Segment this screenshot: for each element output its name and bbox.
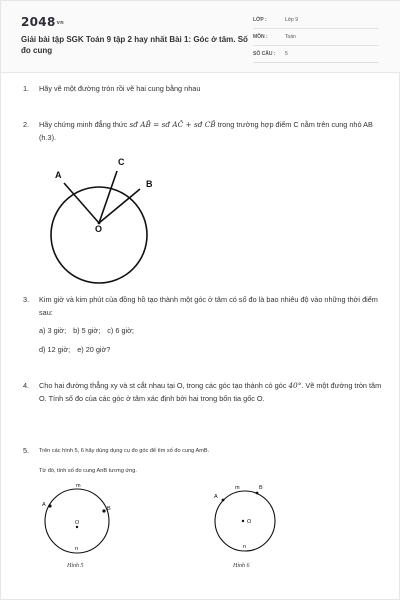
question-text: Cho hai đường thẳng xy và st cắt nhau tại O, trong các góc tạo thành có góc: [39, 381, 287, 390]
figure-6-caption: Hình 6: [233, 563, 250, 569]
formula: sđ AB̂ = sđ AĈ + sđ CB̂: [129, 120, 216, 129]
question-text: Từ đó, tính số đo cung AnB tương ứng.: [39, 467, 137, 474]
question-body: [39, 119, 383, 144]
circle-outline: [51, 187, 147, 283]
question-text: Kim giờ và kim phút của đồng hồ tạo thành một góc ở tâm có số đo là bao nhiêu độ vào những thời điểm sau:: [39, 295, 378, 317]
meta-label: SỐ CÂU :: [253, 51, 276, 57]
figure-6-svg: [209, 479, 289, 559]
options-row-2: [39, 344, 383, 357]
figure-5-svg: [39, 479, 119, 559]
question-body: [39, 294, 383, 356]
label-o: O: [95, 224, 103, 234]
logo-text: 2048: [21, 15, 56, 29]
label-a: A: [42, 502, 46, 508]
label-n: n: [243, 544, 247, 550]
label-a: A: [214, 494, 218, 500]
point-a: [48, 504, 51, 507]
logo-suffix: vn: [56, 20, 65, 26]
meta-value: 5: [285, 51, 288, 57]
meta-row-count: [253, 49, 379, 63]
meta-value: Lớp 9: [285, 17, 299, 23]
question-text: Trên các hình 5, 6 hãy dùng dụng cụ đo góc để tìm số đo cung AmB.: [39, 448, 210, 454]
question-number: 5.: [23, 446, 30, 455]
label-b: B: [107, 506, 111, 512]
question-number: 4.: [23, 381, 30, 390]
meta-label: MÔN :: [253, 34, 268, 40]
label-b: B: [259, 485, 263, 491]
question-number: 2.: [23, 120, 30, 129]
option-c: c) 6 giờ;: [107, 326, 134, 335]
label-c: C: [118, 157, 125, 167]
label-b: B: [146, 179, 153, 189]
question-text: . Vẽ một đường tròn tâm O. Tính số đo của các góc ở tâm xác định bởi hai trong bốn tia gốc O.: [39, 381, 382, 403]
meta-row-class: [253, 15, 379, 29]
point-a: [222, 499, 225, 502]
meta-value: Toán: [285, 34, 296, 40]
option-b: b) 5 giờ;: [73, 326, 101, 335]
label-a: A: [55, 170, 62, 180]
meta-panel: [253, 15, 379, 66]
option-d: d) 12 giờ;: [39, 344, 71, 354]
center-point: [242, 520, 244, 522]
figure-5: [39, 479, 119, 564]
radius-oa: [64, 183, 99, 223]
label-o: O: [247, 519, 252, 525]
question-body: [39, 380, 383, 405]
meta-row-subject: [253, 32, 379, 46]
page-header: [1, 1, 400, 73]
figure-3-svg: [47, 153, 177, 293]
document-title: Giải bài tập SGK Toán 9 tập 2 hay nhất Bài 1: Góc ở tâm. Số đo cung: [21, 35, 248, 55]
point-b: [102, 509, 105, 512]
option-a: a) 3 giờ;: [39, 326, 67, 335]
label-n: n: [75, 546, 79, 552]
figure-6: [209, 479, 289, 564]
question-number: 1.: [23, 84, 30, 93]
option-e: e) 20 giờ?: [77, 344, 111, 354]
label-m: m: [76, 483, 81, 489]
figure-3-circle: [47, 153, 177, 298]
meta-label: LỚP :: [253, 17, 267, 23]
question-text: Hãy vẽ một đường tròn rồi vẽ hai cung bằng nhau: [39, 84, 201, 93]
question-body: [39, 445, 383, 477]
site-logo[interactable]: [21, 15, 64, 29]
angle-value: 40°: [288, 381, 302, 390]
options-row-1: [39, 325, 383, 338]
question-text: trong trường hợp điểm C nằm trên cung nhỏ AB (h.3).: [39, 120, 373, 142]
figure-5-caption: Hình 5: [67, 563, 84, 569]
question-text: Hãy chứng minh đẳng thức: [39, 120, 128, 129]
point-b: [256, 492, 259, 495]
question-number: 3.: [23, 295, 30, 304]
label-m: m: [235, 485, 240, 491]
label-o: O: [75, 520, 80, 526]
center-point: [76, 526, 78, 528]
